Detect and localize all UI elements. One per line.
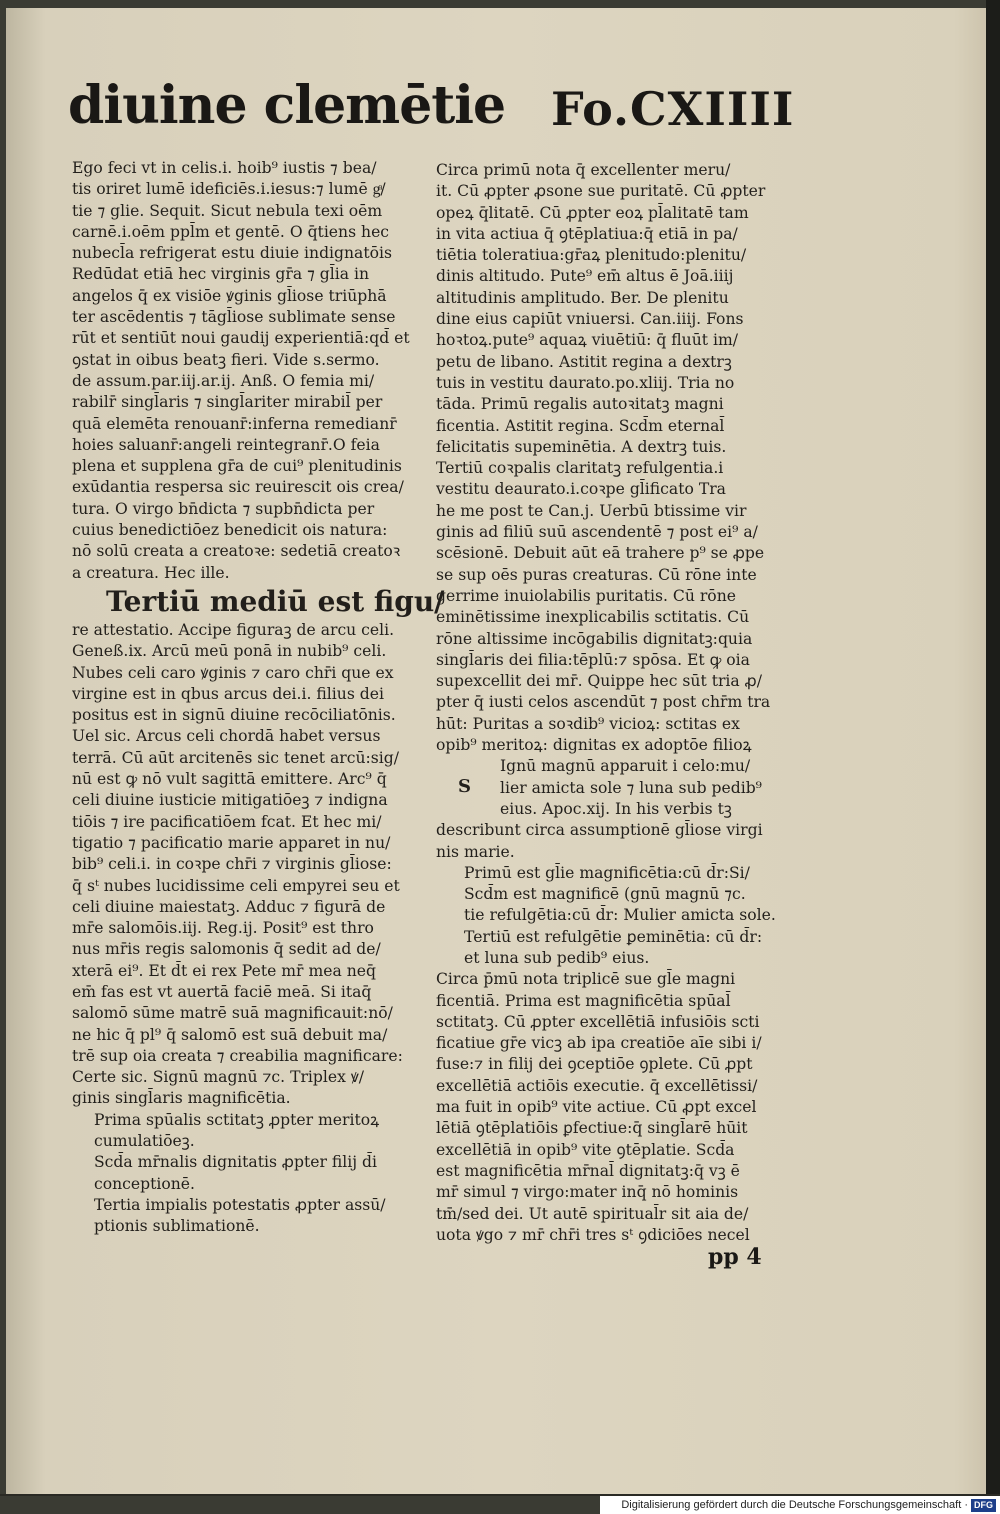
right-text-block-1 (436, 160, 796, 756)
text-line: Circa primū nota q̄ excellenter meru/ (436, 161, 731, 179)
text-line: scēsionē. Debuit aūt eā trahere p⁹ se ꝓpe (436, 544, 765, 563)
text-line: excellētiā in opib⁹ vite ꝯtēplatie. Scd̄a (436, 1140, 735, 1159)
initial-lines (500, 756, 796, 820)
text-line: it. Cū ꝓpter ꝓsone sue puritatē. Cū ꝓpter (436, 182, 766, 201)
text-line: lier amicta sole ⁊ luna sub pedib⁹ (500, 778, 762, 797)
text-line: dinis altitudo. Pute⁹ em̄ altus ē Joā.iiij (436, 267, 734, 286)
text-line: opib⁹ meritoꝝ: dignitas ex adoptōe filioꝝ (436, 736, 752, 755)
text-line: lētiā ꝯtēplatiōis ꝑfectiue:q̄ singl̄arē hūit (436, 1119, 748, 1138)
text-line: tie refulgētia:cū d̄r: Mulier amicta sole. (464, 906, 776, 925)
folio-number: Fo.CXIIII (551, 82, 795, 136)
text-line: ginis singl̄aris magnificētia. (72, 1089, 291, 1108)
book-page (6, 8, 994, 1494)
text-line: Geneß.ix. Arcū meū ponā in nubib⁹ celi. (72, 642, 387, 661)
text-line: tāda. Primū regalis autoꝛitatꝫ magni (436, 395, 724, 414)
text-line: trē sup oia creata ⁊ creabilia magnificare: (72, 1046, 403, 1065)
text-line: nō solū creata a creatoꝛe: sedetiā creatoꝛ (72, 542, 401, 561)
text-line: virgine est in qbus arcus dei.i. filius dei (72, 684, 384, 703)
left-text-block-1 (72, 158, 430, 584)
right-text-block-2 (436, 820, 796, 863)
text-line: xterā ei⁹. Et d̄t ei rex Pete mr̄ mea neq̄ (72, 961, 376, 980)
text-line: ma fuit in opib⁹ vite actiue. Cū ꝓpt excel (436, 1098, 757, 1117)
right-text-block-3 (436, 863, 796, 969)
text-line: terrā. Cū aūt arcitenēs sic tenet arcū:sig/ (72, 748, 399, 767)
text-line: mr̄e salomōis.iij. Reg.ij. Posit⁹ est thro (72, 919, 374, 938)
text-line: Circa p̄mū nota triplicē sue gl̄e magni (436, 970, 736, 989)
text-line: cumulatiōeꝫ. (94, 1132, 195, 1151)
text-line: Certe sic. Signū magnū ⁊c. Triplex ꝟ/ (72, 1068, 364, 1087)
text-line: nus mr̄is regis salomonis q̄ sedit ad de/ (72, 940, 381, 959)
text-line: opeꝝ q̄litatē. Cū ꝓpter eoꝝ pl̄alitatē tam (436, 203, 749, 222)
text-line: celi diuine maiestatꝫ. Adduc ⁊ figurā de (72, 897, 386, 916)
text-line: fuse:⁊ in filij dei ꝯceptiōe ꝯplete. Cū ꝓpt (436, 1055, 753, 1074)
text-line: exūdantia respersa sic reuirescit ois crea/ (72, 478, 404, 497)
text-line: tie ⁊ glie. Sequit. Sicut nebula texi oēm (72, 201, 383, 220)
text-line: ginis ad filiū suū ascendentē ⁊ post ei⁹ a/ (436, 523, 758, 542)
text-line: felicitatis supeminētia. A dextrꝫ tuis. (436, 437, 727, 456)
text-line: plena et supplena gr̄a de cui⁹ plenitudinis (72, 457, 402, 476)
text-line: nis marie. (436, 842, 515, 861)
text-line: in vita actiua q̄ ꝯtēplatiua:q̄ etiā in pa/ (436, 224, 738, 243)
text-line: tigatio ⁊ pacificatio marie apparet in nu/ (72, 833, 391, 852)
text-line: petu de libano. Astitit regina a dextrꝫ (436, 352, 732, 371)
text-line: ficatiue gr̄e vicꝫ ab ipa creatiōe aīe sibi i/ (436, 1034, 762, 1053)
text-line: tiōis ⁊ ire pacificatiōem fcat. Et hec mi/ (72, 812, 382, 831)
text-line: rūt et sentiūt noui gaudij experientiā:qd̄ et (72, 329, 410, 348)
text-line: Nubes celi caro ꝟginis ⁊ caro chr̄i que ex (72, 663, 394, 682)
text-line: gerrime inuiolabilis puritatis. Cū rōne (436, 586, 736, 605)
text-line: uota ꝟgo ⁊ mr̄ chr̄i tres sᵗ ꝯdiciōes necel (436, 1225, 750, 1244)
text-line: rōne altissime incōgabilis dignitatꝫ:quia (436, 629, 753, 648)
text-line: Redūdat etiā hec virginis gr̄a ⁊ gl̄ia in (72, 265, 370, 284)
text-line: pter q̄ iusti celos ascendūt ⁊ post chr̄m tra (436, 693, 771, 712)
text-line: est magnificētia mr̄nal̄ dignitatꝫ:q̄ vꝫ ē (436, 1161, 740, 1180)
text-line: sctitatꝫ. Cū ꝓpter excellētiā infusiōis scti (436, 1012, 760, 1031)
text-line: ꝯstat in oibus beatꝫ fieri. Vide s.sermo. (72, 350, 380, 369)
text-line: angelos q̄ ex visiōe ꝟginis gl̄iose triūphā (72, 286, 387, 305)
text-line: ficentiā. Prima est magnificētia spūal̄ (436, 991, 731, 1010)
text-line: et luna sub pedib⁹ eius. (464, 948, 650, 967)
text-line: Scd̄m est magnificē (gnū magnū ⁊c. (464, 885, 746, 904)
text-line: hoies saluanr̄:angeli reintegranr̄.O feia (72, 435, 380, 454)
text-line: supexcellit dei mr̄. Quippe hec sūt tria ꝓ/ (436, 672, 762, 691)
text-line: rabilr̄ singl̄aris ⁊ singl̄ariter mirabil̄ per (72, 393, 383, 412)
text-line: hoꝛtoꝝ.pute⁹ aquaꝝ viuētiū: q̄ fluūt im/ (436, 331, 739, 350)
text-line: dine eius capiūt vniuersi. Can.iiij. Fons (436, 310, 744, 329)
right-column (436, 160, 796, 1246)
text-line: Tertiū coꝛpalis claritatꝫ refulgentia.i (436, 459, 724, 478)
signature-mark: pp 4 (708, 1244, 762, 1270)
text-line: quā elemēta renouanr̄:inferna remedianr̄ (72, 414, 397, 433)
left-text-block-3 (72, 1110, 430, 1238)
left-column (72, 158, 445, 1238)
text-line: ptionis sublimationē. (94, 1217, 260, 1236)
text-line: ter ascēdentis ⁊ tāgl̄iose sublimate sense (72, 308, 396, 327)
text-line: Ignū magnū apparuit i celo:mu/ (500, 757, 751, 776)
text-line: eminētissime inexplicabilis sctitatis. Cū (436, 608, 750, 627)
text-line: Scd̄a mr̄nalis dignitatis ꝓpter filij d̄i (94, 1153, 378, 1172)
section-heading: Tertiū mediū est figu/ (106, 584, 445, 618)
text-line: re attestatio. Accipe figuraꝫ de arcu celi. (72, 620, 395, 639)
footer-text: Digitalisierung gefördert durch die Deutsche Forschungsgemeinschaft · (621, 1499, 968, 1511)
text-line: altitudinis amplitudo. Ber. De plenitu (436, 288, 729, 307)
text-line: tis oriret lumē ideficiēs.i.iesus:⁊ lumē gͣ/ (72, 180, 386, 199)
text-line: positus est in signū diuine recōciliatōnis. (72, 706, 396, 725)
running-head: diuine clemētie (68, 75, 506, 136)
text-line: hūt: Puritas a soꝛdib⁹ vicioꝝ: sctitas ex (436, 714, 740, 733)
right-text-block-4 (436, 969, 796, 1246)
text-line: eius. Apoc.xij. In his verbis tꝫ (500, 799, 732, 818)
text-line: singl̄aris dei filia:tēplū:⁊ spōsa. Et ꝙ oia (436, 650, 750, 669)
text-line: de assum.par.iij.ar.ij. Anß. O femia mi/ (72, 371, 375, 390)
text-line: em̄ fas est vt auertā faciē meā. Si itaq̄ (72, 982, 372, 1001)
initial-letter: S (458, 776, 471, 798)
text-line: salomō sūme matrē suā magnificauit:nō/ (72, 1004, 393, 1023)
text-line: a creatura. Hec ille. (72, 563, 230, 582)
text-line: nubecl̄a refrigerat estu diuie indignatōis (72, 244, 392, 263)
text-line: carnē.i.oēm ppl̄m et gentē. O q̄tiens hec (72, 222, 390, 241)
scan-edge (986, 0, 1000, 1496)
text-line: excellētiā actiōis executie. q̄ excellētissi/ (436, 1076, 758, 1095)
text-line: bib⁹ celi.i. in coꝛpe chr̄i ⁊ virginis gl̄iose: (72, 855, 392, 874)
text-line: he me post te Can.j. Uerbū btissime vir (436, 501, 747, 520)
initial-paragraph (436, 756, 796, 820)
text-line: ficentia. Astitit regina. Scd̄m eternal̄ (436, 416, 725, 435)
text-line: Tertia impialis potestatis ꝓpter assū/ (94, 1195, 386, 1214)
text-line: se sup oēs puras creaturas. Cū rōne inte (436, 565, 757, 584)
left-text-block-2 (72, 620, 430, 1110)
text-line: celi diuine iusticie mitigatiōeꝫ ⁊ indigna (72, 791, 388, 810)
text-line: Primū est gl̄ie magnificētia:cū d̄r:Si/ (464, 863, 750, 882)
text-line: tuis in vestitu daurato.po.xliij. Tria no (436, 373, 735, 392)
text-line: Ego feci vt in celis.i. hoib⁹ iustis ⁊ bea/ (72, 159, 377, 177)
dfg-logo: DFG (971, 1499, 996, 1512)
text-line: ne hic q̄ pl⁹ q̄ salomō est suā debuit ma/ (72, 1025, 388, 1044)
text-line: tura. O virgo bn̄dicta ⁊ supbn̄dicta per (72, 499, 375, 518)
digitization-footer (600, 1496, 1000, 1514)
text-line: q̄ sᵗ nubes lucidissime celi empyrei seu et (72, 876, 400, 895)
text-line: cuius benedictiōez benedicit ois natura: (72, 521, 388, 540)
text-line: Prima spūalis sctitatꝫ ꝓpter meritoꝝ (94, 1110, 380, 1129)
text-line: conceptionē. (94, 1174, 195, 1193)
text-line: tm̄/sed dei. Ut autē spiritual̄r sit aia de/ (436, 1204, 749, 1223)
text-line: describunt circa assumptionē gl̄iose virgi (436, 821, 763, 840)
text-line: mr̄ simul ⁊ virgo:mater inq̄ nō hominis (436, 1183, 739, 1202)
text-line: tiētia toleratiua:gr̄aꝝ plenitudo:plenitu/ (436, 246, 747, 265)
text-line: Uel sic. Arcus celi chordā habet versus (72, 727, 381, 746)
text-line: vestitu deaurato.i.coꝛpe gl̄ificato Tra (436, 480, 726, 499)
text-line: nū est ꝙ nō vult sagittā emittere. Arc⁹ q̄ (72, 770, 387, 789)
text-line: Tertiū est refulgētie ꝑeminētia: cū d̄r: (464, 927, 763, 946)
